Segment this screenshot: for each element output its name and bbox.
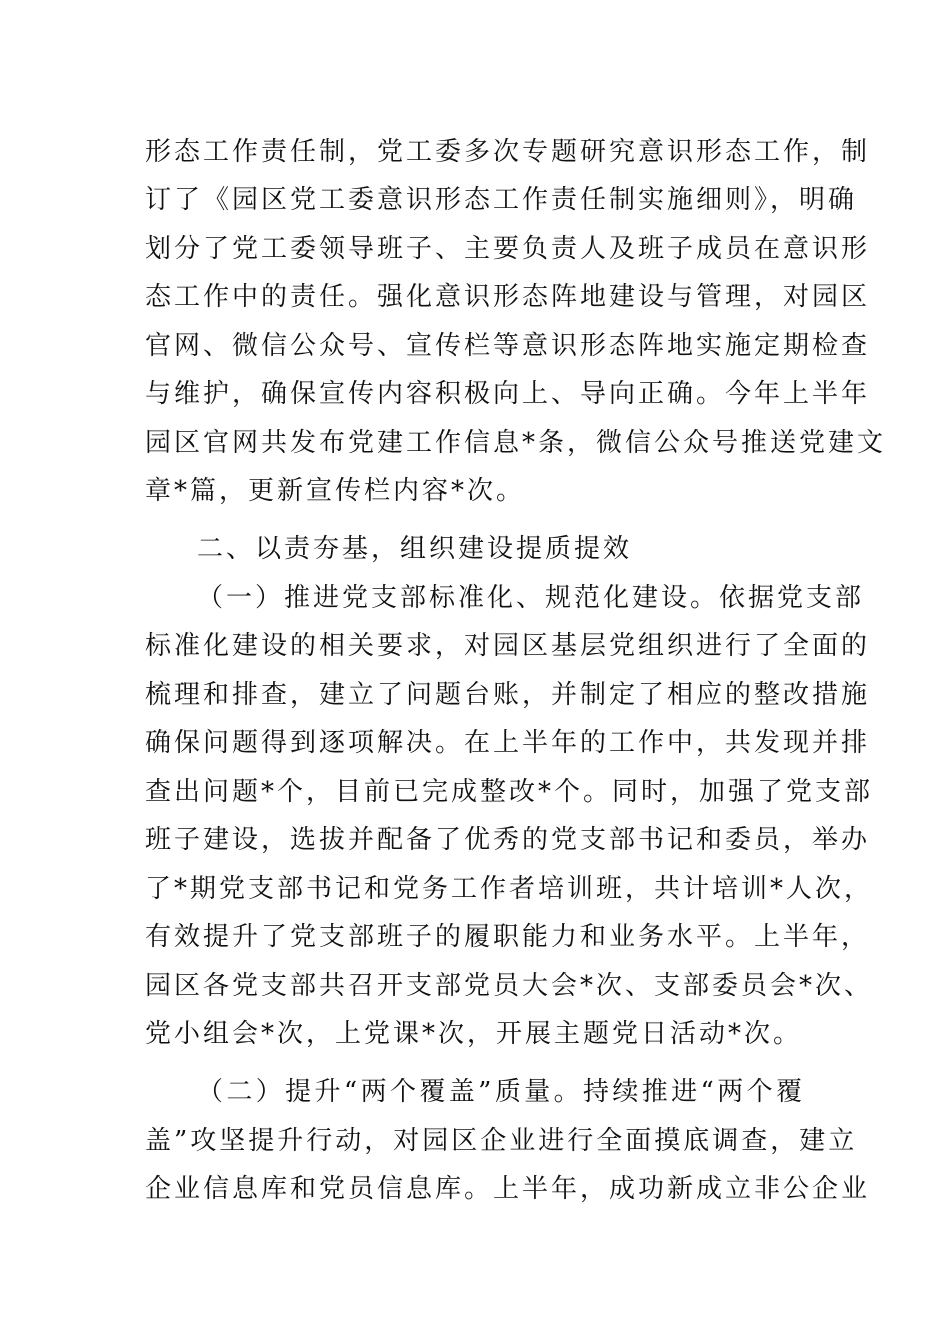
paragraph-line: 与维护，确保宣传内容积极向上、导向正确。今年上半年 [145,379,871,409]
paragraph-line: 了*期党支部书记和党务工作者培训班，共计培训*人次， [145,874,874,904]
paragraph-line: （一）推进党支部标准化、规范化建设。依据党支部 [197,583,865,613]
paragraph-line: （二）提升“两个覆盖”质量。持续推进“两个覆 [197,1077,805,1107]
paragraph-line: 订了《园区党工委意识形态工作责任制实施细则》，明确 [145,185,858,215]
paragraph-line: 班子建设，选拔并配备了优秀的党支部书记和委员，举办 [145,825,871,855]
paragraph-line: 划分了党工委领导班子、主要负责人及班子成员在意识形 [145,234,871,264]
paragraph-line: 形态工作责任制，党工委多次专题研究意识形态工作，制 [145,137,871,167]
paragraph-line: 有效提升了党支部班子的履职能力和业务水平。上半年， [145,922,871,952]
paragraph-line: 查出问题*个，目前已完成整改*个。同时，加强了党支部 [145,777,874,807]
paragraph-line: 盖”攻坚提升行动，对园区企业进行全面摸底调查，建立 [145,1126,858,1156]
paragraph-line: 章*篇，更新宣传栏内容*次。 [145,476,526,506]
paragraph-line: 企业信息库和党员信息库。上半年，成功新成立非公企业 [145,1174,871,1204]
paragraph-line: 标准化建设的相关要求，对园区基层党组织进行了全面的 [145,631,871,661]
paragraph-line: 态工作中的责任。强化意识形态阵地建设与管理，对园区 [145,282,871,312]
paragraph-line: 官网、微信公众号、宣传栏等意识形态阵地实施定期检查 [145,331,871,361]
section-heading: 二、以责夯基，组织建设提质提效 [197,534,633,564]
paragraph-line: 梳理和排查，建立了问题台账，并制定了相应的整改措施 [145,680,871,710]
paragraph-line: 园区各党支部共召开支部党员大会*次、支部委员会*次、 [145,971,874,1001]
paragraph-line: 党小组会*次，上党课*次，开展主题党日活动*次。 [145,1019,803,1049]
paragraph-line: 确保问题得到逐项解决。在上半年的工作中，共发现并排 [145,728,871,758]
paragraph-line: 园区官网共发布党建工作信息*条，微信公众号推送党建文 [145,428,887,458]
